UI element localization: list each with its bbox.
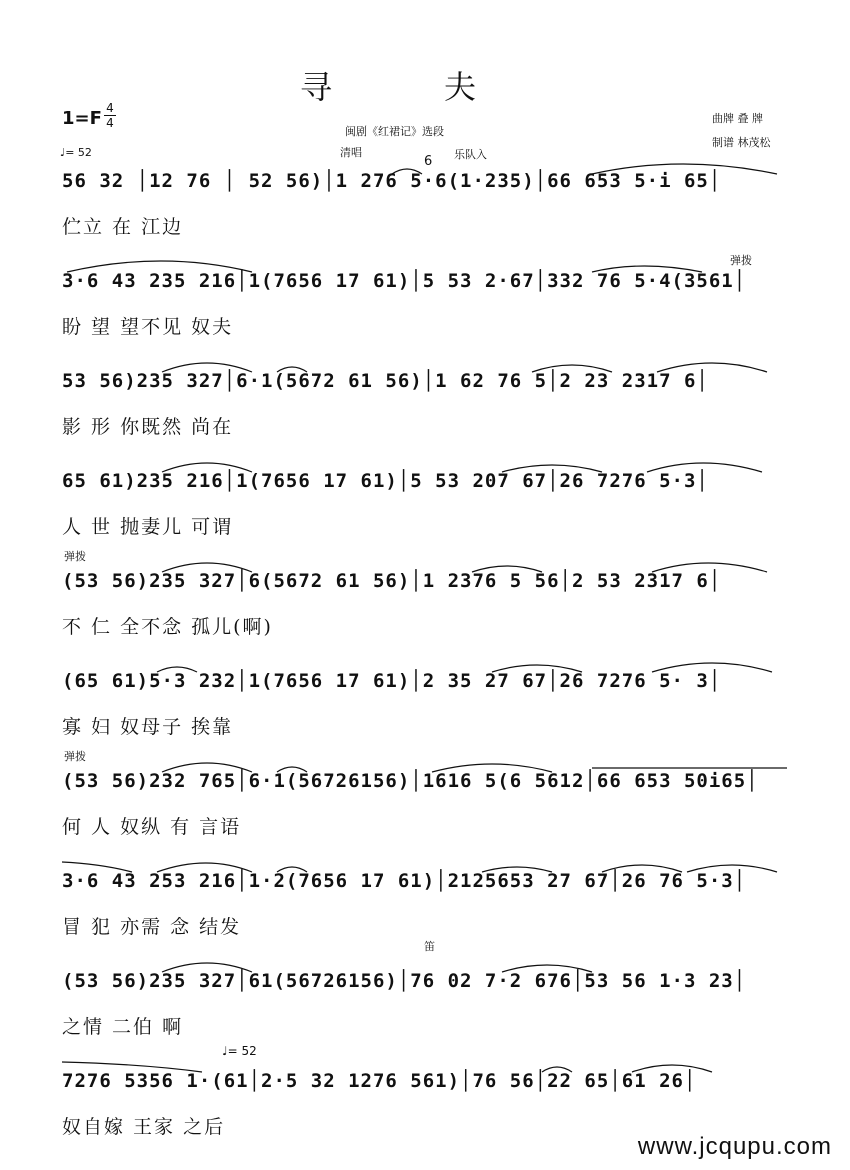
annotation-tanbo: 弹拨 bbox=[64, 750, 86, 763]
subtitle: 闽剧《红裙记》选段 bbox=[345, 125, 444, 138]
score-row-4 bbox=[62, 470, 792, 570]
notation-line: 65 61)235 216│1(7656 17 61)│5 53 207 67│26 7276 5·3│ bbox=[62, 470, 709, 492]
score-row-2 bbox=[62, 254, 792, 370]
tempo-mark: ♩= 52 bbox=[60, 146, 92, 159]
notation-line: (53 56)232 765│6·1(56726156)│1616 5(6 5612│66 653 50i65│ bbox=[62, 770, 759, 792]
annotation-grace: 6 bbox=[424, 154, 433, 169]
tune-name: 曲牌 叠 牌 bbox=[712, 112, 763, 125]
lyrics-line: 冒 犯 亦需 念 结发 bbox=[62, 916, 242, 938]
score-row-3 bbox=[62, 370, 792, 470]
annotation-band-enter: 乐队入 bbox=[454, 148, 487, 161]
notation-line: 56 32 │12 76 │ 52 56)│1 276 5·6(1·235)│66 653 5·i 65│ bbox=[62, 170, 722, 192]
time-bottom: 4 bbox=[106, 116, 114, 130]
score-row-6 bbox=[62, 670, 792, 770]
lyrics-line: 影 形 你既然 尚在 bbox=[62, 416, 234, 438]
score-row-7 bbox=[62, 750, 792, 870]
score-row-1 bbox=[62, 146, 792, 270]
annotation-qingchang: 清唱 bbox=[340, 146, 362, 159]
notation-line: 3·6 43 235 216│1(7656 17 61)│5 53 2·67│332 76 5·4(3561│ bbox=[62, 270, 747, 292]
lyrics-line: 寡 妇 奴母子 挨靠 bbox=[62, 716, 234, 738]
lyrics-line: 不 仁 全不念 孤儿(啊) bbox=[62, 616, 273, 638]
notation-line: 7276 5356 1·(61│2·5 32 1276 561)│76 56│22 65│61 26│ bbox=[62, 1070, 697, 1092]
song-title: 寻 夫 bbox=[300, 68, 481, 106]
lyrics-line: 之情 二伯 啊 bbox=[62, 1016, 184, 1038]
site-watermark: www.jcqupu.com bbox=[637, 1133, 832, 1160]
tempo-mark-2: ♩= 52 bbox=[222, 1044, 257, 1058]
notation-line: 3·6 43 253 216│1·2(7656 17 61)│2125653 27 67│26 76 5·3│ bbox=[62, 870, 747, 892]
lyrics-line: 何 人 奴纵 有 言语 bbox=[62, 816, 242, 838]
notation-line: (65 61)5·3 232│1(7656 17 61)│2 35 27 67│26 7276 5· 3│ bbox=[62, 670, 722, 692]
notation-line: (53 56)235 327│61(56726156)│76 02 7·2 676│53 56 1·3 23│ bbox=[62, 970, 747, 992]
time-top: 4 bbox=[106, 101, 114, 115]
annotation-tanbo: 弹拨 bbox=[64, 550, 86, 563]
score-row-5 bbox=[62, 550, 792, 670]
annotation-flute: 笛 bbox=[424, 940, 435, 953]
notation-line: 53 56)235 327│6·1(5672 61 56)│1 62 76 5│2 23 2317 6│ bbox=[62, 370, 709, 392]
notation-line: (53 56)235 327│6(5672 61 56)│1 2376 5 56│2 53 2317 6│ bbox=[62, 570, 722, 592]
lyrics-line: 人 世 抛妻儿 可谓 bbox=[62, 516, 234, 538]
annotation-tanbo: 弹拨 bbox=[730, 254, 752, 267]
composer-credit: 制谱 林茂松 bbox=[712, 136, 771, 149]
time-signature bbox=[104, 102, 116, 129]
key-signature: 1=F bbox=[62, 108, 102, 129]
score-row-9 bbox=[62, 940, 792, 1070]
score-row-8 bbox=[62, 870, 792, 970]
lyrics-line: 盼 望 望不见 奴夫 bbox=[62, 316, 234, 338]
lyrics-line: 奴自嫁 王家 之后 bbox=[62, 1116, 226, 1138]
lyrics-line: 伫立 在 江边 bbox=[62, 216, 184, 238]
